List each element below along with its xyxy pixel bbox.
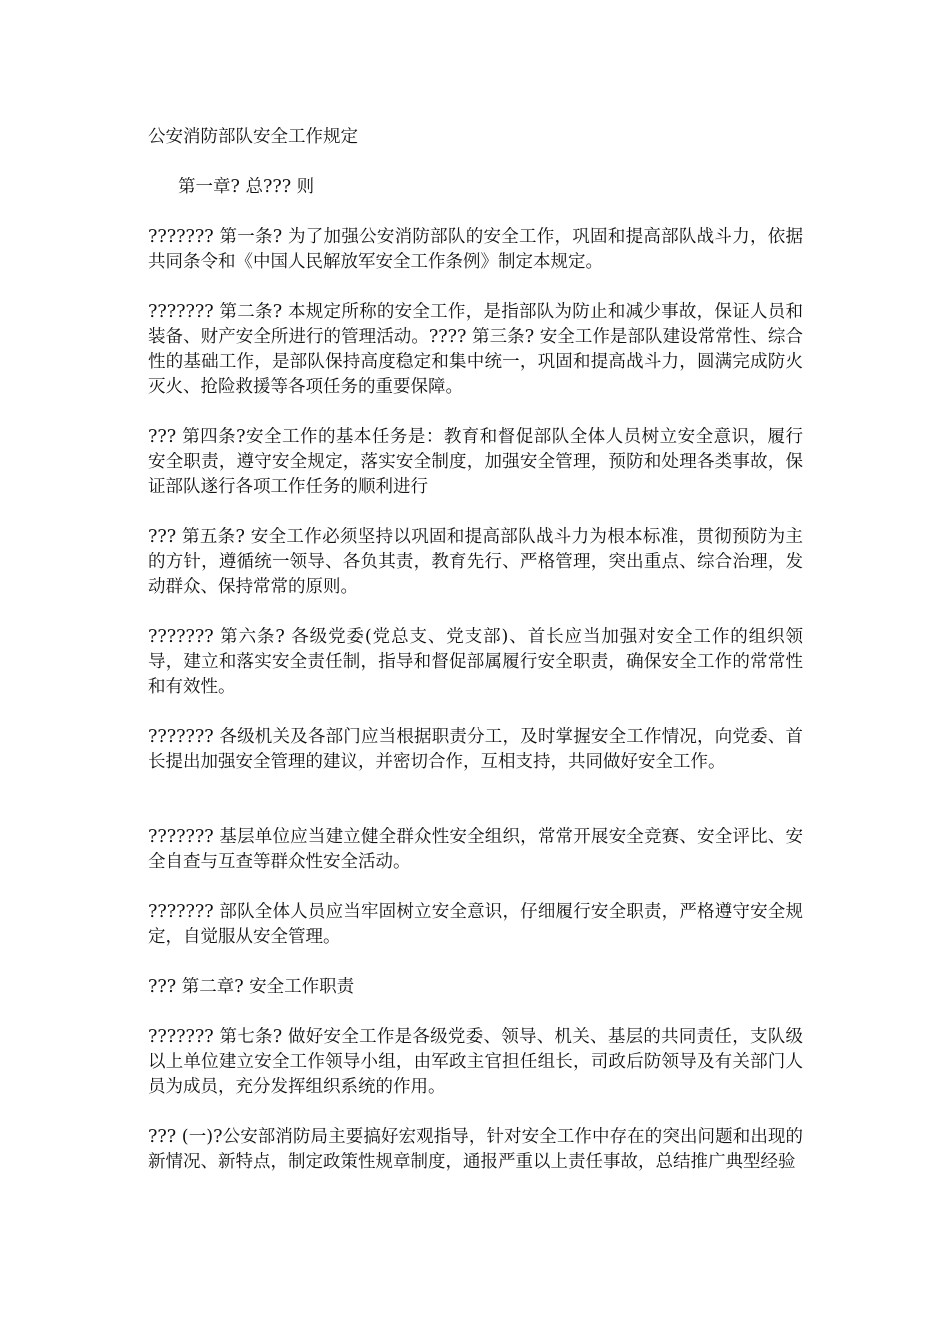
document-title: 公安消防部队安全工作规定 (148, 127, 358, 147)
chapter-heading-2: ??? 第二章? 安全工作职责 (148, 977, 355, 997)
paragraph-departments: ??????? 各级机关及各部门应当根据职责分工，及时掌握安全工作情况，向党委、首长提出加强安全管理的建议，并密切合作，互相支持，共同做好安全工作。 (148, 727, 803, 772)
paragraph-article-7: ??????? 第七条? 做好安全工作是各级党委、领导、机关、基层的共同责任，支队级以上单位建立安全工作领导小组，由军政主官担任组长，司政后防领导及有关部门人员为成员，充分发挥组织系统的作用。 (148, 1027, 803, 1097)
paragraph-all-personnel: ??????? 部队全体人员应当牢固树立安全意识，仔细履行安全职责，严格遵守安全规定，自觉服从安全管理。 (148, 902, 803, 947)
paragraph-item-1: ??? (一)?公安部消防局主要搞好宏观指导，针对安全工作中存在的突出问题和出现的新情况、新特点，制定政策性规章制度，通报严重以上责任事故，总结推广典型经验 (148, 1127, 803, 1172)
paragraph-article-2-3: ??????? 第二条? 本规定所称的安全工作，是指部队为防止和减少事故，保证人员和装备、财产安全所进行的管理活动。???? 第三条? 安全工作是部队建设常常性、综合性的基础工作，是部队保持高度稳定和集中统一，巩固和提高战斗力，圆满完成防火灭火、抢险救援等各项任务的重要保障。 (148, 302, 803, 397)
chapter-heading-1: 第一章? 总??? 则 (178, 177, 315, 197)
paragraph-grassroots: ??????? 基层单位应当建立健全群众性安全组织，常常开展安全竞赛、安全评比、安全自查与互查等群众性安全活动。 (148, 827, 803, 872)
paragraph-article-4: ??? 第四条?安全工作的基本任务是：教育和督促部队全体人员树立安全意识，履行安全职责，遵守安全规定，落实安全制度，加强安全管理，预防和处理各类事故，保证部队遂行各项工作任务的顺利进行 (148, 427, 803, 497)
paragraph-article-6: ??????? 第六条? 各级党委(党总支、党支部)、首长应当加强对安全工作的组织领导，建立和落实安全责任制，指导和督促部属履行安全职责，确保安全工作的常常性和有效性。 (148, 627, 803, 697)
paragraph-article-1: ??????? 第一条? 为了加强公安消防部队的安全工作，巩固和提高部队战斗力，依据共同条令和《中国人民解放军安全工作条例》制定本规定。 (148, 227, 803, 272)
paragraph-article-5: ??? 第五条? 安全工作必须坚持以巩固和提高部队战斗力为根本标准，贯彻预防为主的方针，遵循统一领导、各负其责，教育先行、严格管理，突出重点、综合治理，发动群众、保持常常的原则。 (148, 527, 803, 597)
